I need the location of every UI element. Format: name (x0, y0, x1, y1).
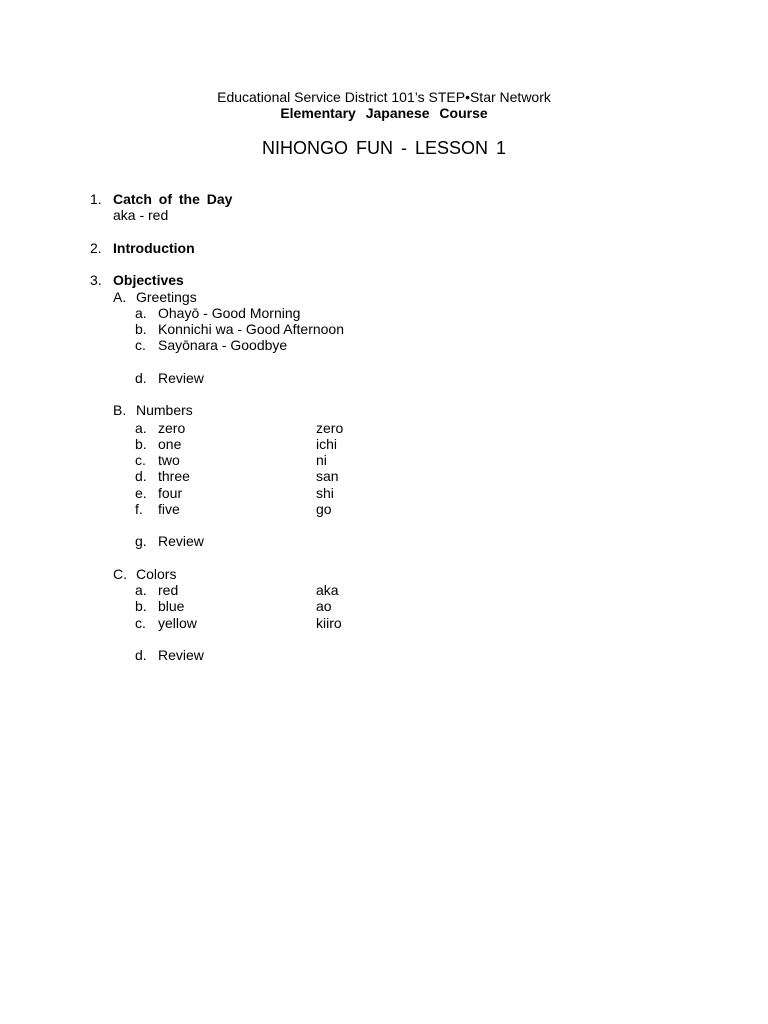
objective-letter: C. (113, 566, 127, 582)
list-item-letter: a. (135, 582, 147, 598)
list-item-letter: b. (135, 598, 147, 614)
section-heading-objectives: Objectives (113, 272, 184, 288)
list-item-letter: d. (135, 468, 147, 484)
section-heading-catch-of-the-day: Catch of the Day (113, 191, 233, 207)
objective-greetings: Greetings (136, 289, 197, 305)
list-item: blue (158, 598, 185, 614)
list-item-translation: san (316, 468, 339, 484)
list-item: one (158, 436, 182, 452)
list-item-translation: kiiro (316, 615, 342, 631)
list-item-letter: g. (135, 533, 147, 549)
objective-letter: A. (113, 289, 127, 305)
catch-of-the-day-text: aka - red (113, 207, 169, 223)
list-item-letter: b. (135, 436, 147, 452)
list-item-translation: go (316, 501, 332, 517)
list-item: five (158, 501, 180, 517)
list-item-translation: aka (316, 582, 339, 598)
section-number: 1. (90, 191, 102, 207)
list-item: zero (158, 420, 186, 436)
list-item-letter: c. (135, 452, 146, 468)
list-item: four (158, 485, 183, 501)
course-heading: Elementary Japanese Course (280, 105, 488, 121)
list-item-letter: a. (135, 305, 147, 321)
list-item-review: Review (158, 370, 204, 386)
lesson-title: NIHONGO FUN - LESSON 1 (261, 138, 507, 158)
objective-numbers: Numbers (136, 402, 193, 418)
list-item-review: Review (158, 647, 204, 663)
list-item: red (158, 582, 179, 598)
section-number: 3. (90, 272, 102, 288)
list-item-letter: c. (135, 337, 146, 353)
section-heading-introduction: Introduction (113, 240, 195, 256)
list-item-letter: a. (135, 420, 147, 436)
list-item-translation: ao (316, 598, 332, 614)
list-item-letter: d. (135, 370, 147, 386)
list-item-translation: zero (316, 420, 344, 436)
list-item-translation: ichi (316, 436, 338, 452)
list-item: two (158, 452, 180, 468)
list-item: yellow (158, 615, 197, 631)
list-item-translation: shi (316, 485, 334, 501)
list-item: Sayōnara - Goodbye (158, 337, 288, 353)
list-item: Ohayō - Good Morning (158, 305, 301, 321)
list-item: three (158, 468, 190, 484)
district-heading: Educational Service District 101’s STEP•Star Network (217, 89, 551, 105)
section-number: 2. (90, 240, 102, 256)
list-item-letter: e. (135, 485, 147, 501)
list-item-translation: ni (316, 452, 327, 468)
list-item-letter: d. (135, 647, 147, 663)
list-item: Konnichi wa - Good Afternoon (158, 321, 345, 337)
list-item-letter: f. (135, 501, 143, 517)
objective-letter: B. (113, 402, 127, 418)
list-item-review: Review (158, 533, 204, 549)
list-item-letter: c. (135, 615, 146, 631)
list-item-letter: b. (135, 321, 147, 337)
objective-colors: Colors (136, 566, 177, 582)
